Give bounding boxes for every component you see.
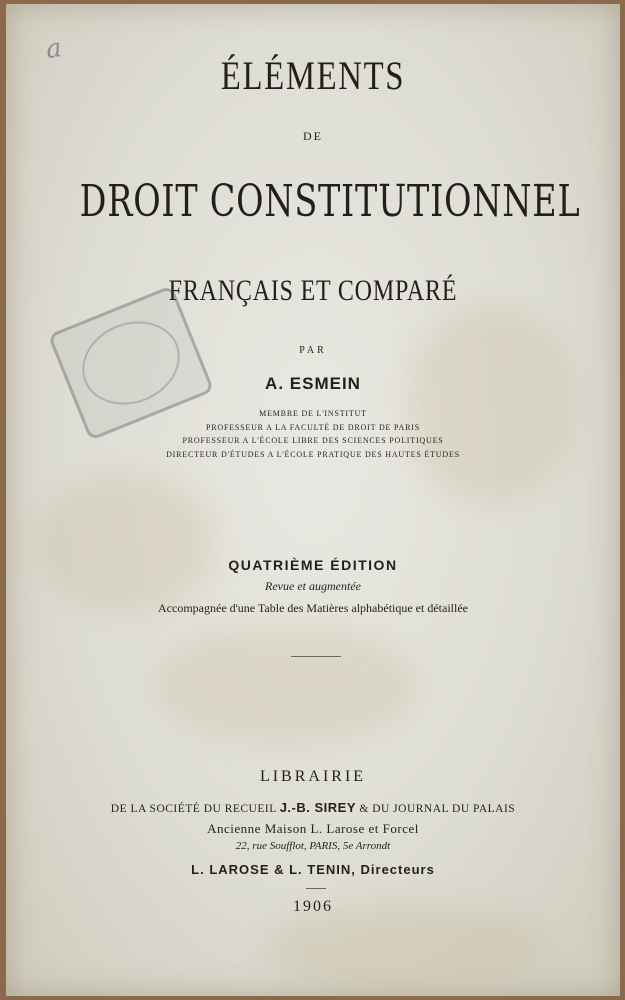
edition-revue: Revue et augmentée — [265, 579, 361, 593]
divider — [291, 656, 341, 657]
edition-note: Accompagnée d'une Table des Matières alphabétique et détaillée — [158, 601, 468, 615]
publisher-ancienne: Ancienne Maison L. Larose et Forcel — [207, 821, 419, 836]
author-title: DIRECTEUR D'ÉTUDES A L'ÉCOLE PRATIQUE DES HAUTES ÉTUDES — [166, 449, 460, 459]
author-title: PROFESSEUR A L'ÉCOLE LIBRE DES SCIENCES POLITIQUES — [182, 436, 444, 445]
edition-label: QUATRIÈME ÉDITION — [228, 557, 398, 573]
water-stain — [156, 624, 416, 744]
publisher-sirey: J.-B. SIREY — [279, 800, 356, 815]
publisher-librairie: LIBRAIRIE — [259, 768, 367, 785]
title-line2: DE — [303, 129, 323, 143]
title-line1: ÉLÉMENTS — [220, 53, 406, 98]
book-title: DROIT CONSTITUTIONNEL — [79, 176, 581, 227]
publisher-directors: L. LAROSE & L. TENIN, Directeurs — [191, 862, 435, 877]
publisher-societe — [6, 800, 620, 815]
divider — [306, 888, 326, 889]
title-page — [6, 4, 620, 996]
pencil-mark: a — [43, 33, 64, 65]
by-label: PAR — [299, 345, 327, 356]
publication-year: 1906 — [293, 898, 333, 915]
publisher-address: 22, rue Soufflot, PARIS, 5e Arrondt — [235, 840, 391, 852]
publisher-societe-prefix: DE LA SOCIÉTÉ DU RECUEIL — [110, 803, 280, 815]
water-stain — [266, 904, 546, 994]
book-subtitle: FRANÇAIS ET COMPARÉ — [168, 274, 458, 307]
water-stain — [406, 304, 576, 504]
author-title: MEMBRE DE L'INSTITUT — [259, 409, 367, 418]
author-name: A. ESMEIN — [265, 374, 361, 393]
author-title: PROFESSEUR A LA FACULTÉ DE DROIT DE PARIS — [206, 422, 420, 432]
publisher-societe-suffix: & DU JOURNAL DU PALAIS — [356, 803, 516, 815]
author-titles — [6, 407, 620, 461]
